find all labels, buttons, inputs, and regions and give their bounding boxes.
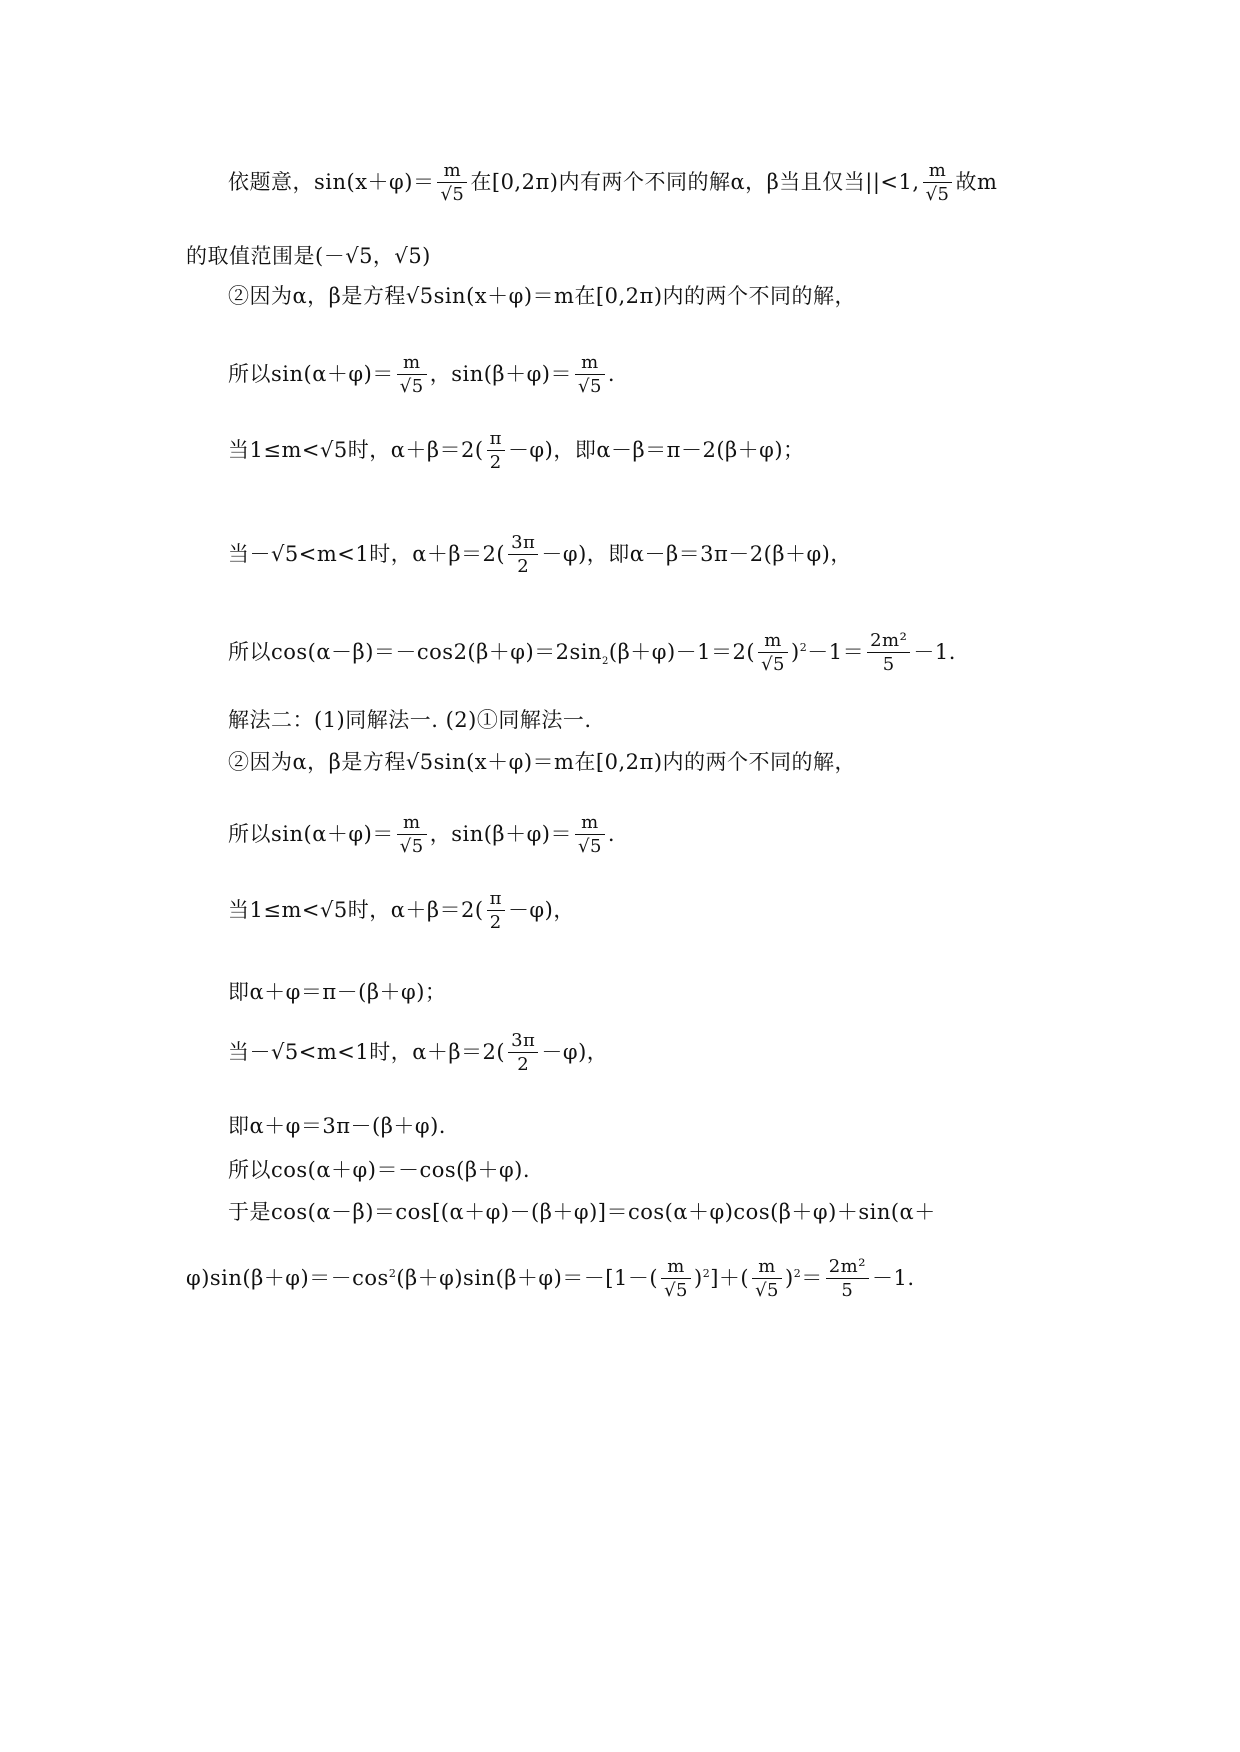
fraction	[397, 812, 427, 859]
text-segment: －φ)，即α－β＝3π－2(β＋φ)，	[541, 542, 852, 566]
fraction-denominator: √5	[397, 834, 427, 859]
text-segment: 的取值范围是(－√5，√5)	[186, 244, 431, 268]
text-segment: ＝	[801, 1266, 823, 1290]
fraction-numerator: m	[667, 1256, 685, 1277]
fraction-denominator: 5	[867, 652, 910, 677]
fraction	[575, 812, 605, 859]
text-line	[228, 748, 856, 776]
fraction	[397, 352, 427, 399]
exponent: 2	[602, 656, 609, 668]
fraction	[826, 1256, 869, 1303]
text-segment: 所以cos(α＋φ)＝－cos(β＋φ).	[228, 1158, 531, 1182]
text-line: 所以$\cos(\alpha-\beta)=-\cos 2(\beta+\varphi)=2\sin_2(\beta+\varphi)-1=2$( $\frac{m}{√5}$ )$^2$－1＝ $\frac{\text{2m²}}{5}$ －1.	[228, 630, 956, 675]
fraction	[437, 160, 467, 207]
fraction	[575, 352, 605, 399]
text-line	[228, 706, 592, 734]
fraction-numerator: m	[402, 812, 421, 833]
fraction	[487, 888, 505, 935]
text-segment: .	[607, 822, 616, 846]
fraction-numerator: 3π	[511, 1030, 536, 1051]
fraction-numerator: π	[489, 428, 502, 449]
exponent: 2	[388, 1267, 397, 1280]
text-segment: －φ)，	[507, 898, 575, 922]
text-line: $\varphi)\sin(\beta+\varphi)=-\cos^2(\beta+\varphi)\sin(\beta+\varphi)=-[1-$( $\frac{m}{√5}$ )$^2$]＋( $\frac{m}{√5}$ )$^2$＝ $\frac{\text{2m²}}{5}$ －1.	[186, 1256, 915, 1301]
exponent: 2	[702, 1267, 711, 1280]
text-line	[228, 532, 852, 579]
text-line	[186, 242, 431, 270]
fraction-denominator: √5	[923, 182, 953, 207]
text-segment: －1.	[871, 1266, 915, 1290]
text-segment: 在[0,2π)内有两个不同的解α，β当且仅当||<1,	[470, 170, 920, 194]
exponent: 2	[793, 1267, 802, 1280]
fraction-denominator: √5	[758, 652, 788, 677]
text-line	[228, 1030, 608, 1077]
fraction-denominator: 2	[508, 1052, 538, 1077]
fraction-numerator: m	[402, 352, 421, 373]
fraction-denominator: 2	[508, 554, 538, 579]
text-line	[228, 428, 805, 475]
text-segment: ，sin(β＋φ)＝	[429, 822, 572, 846]
fraction-numerator: 2m²	[870, 630, 908, 651]
text-line	[228, 888, 575, 935]
text-segment: 故m	[955, 170, 998, 194]
text-line	[228, 352, 615, 399]
text-segment: －1.	[913, 640, 956, 664]
text-segment: 即α＋φ＝3π－(β＋φ).	[228, 1114, 446, 1138]
text-segment: 当1≤m<√5时，α＋β＝2(	[228, 438, 484, 462]
text-line	[228, 1198, 936, 1226]
fraction-denominator: √5	[437, 182, 467, 207]
text-segment: 所以sin(α＋φ)＝	[228, 362, 394, 386]
text-segment: ]＋(	[710, 1266, 750, 1290]
text-line	[228, 1156, 530, 1184]
fraction	[923, 160, 953, 207]
fraction-numerator: m	[443, 160, 462, 181]
fraction-denominator: √5	[661, 1278, 691, 1303]
fraction-numerator: m	[928, 160, 947, 181]
text-line	[228, 812, 615, 859]
text-line	[228, 160, 997, 207]
fraction	[508, 1030, 538, 1077]
fraction-numerator: m	[764, 630, 782, 651]
fraction	[752, 1256, 782, 1303]
text-segment: 当1≤m<√5时，α＋β＝2(	[228, 898, 484, 922]
text-segment: 当－√5<m<1时，α＋β＝2(	[228, 542, 506, 566]
text-segment: (β＋φ)sin(β＋φ)＝－[1－(	[396, 1266, 659, 1290]
fraction	[661, 1256, 691, 1303]
text-line	[228, 978, 446, 1006]
text-segment: －φ)，即α－β＝π－2(β＋φ)；	[507, 438, 805, 462]
fraction-denominator: √5	[575, 374, 605, 399]
fraction-denominator: √5	[575, 834, 605, 859]
text-segment: ②因为α，β是方程√5sin(x＋φ)＝m在[0,2π)内的两个不同的解，	[228, 284, 857, 308]
text-segment: 所以sin(α＋φ)＝	[228, 822, 394, 846]
text-segment: 即α＋φ＝π－(β＋φ)；	[228, 980, 447, 1004]
fraction-numerator: 3π	[511, 532, 536, 553]
text-segment: 所以cos(α－β)＝－cos2(β＋φ)＝2sin	[228, 640, 603, 664]
text-segment: 解法二：(1)同解法一. (2)①同解法一.	[228, 708, 592, 732]
fraction-denominator: 5	[826, 1278, 869, 1303]
fraction	[758, 630, 788, 677]
text-segment: ，sin(β＋φ)＝	[429, 362, 572, 386]
exponent: 2	[799, 641, 808, 654]
fraction-numerator: m	[581, 812, 599, 833]
fraction-numerator: m	[581, 352, 599, 373]
fraction-denominator: 2	[487, 910, 505, 935]
text-line	[228, 282, 856, 310]
text-segment: －φ)，	[541, 1040, 609, 1064]
fraction-denominator: √5	[397, 374, 427, 399]
fraction-denominator: √5	[752, 1278, 782, 1303]
text-line	[228, 1112, 446, 1140]
text-segment: －1＝	[807, 640, 865, 664]
fraction-numerator: m	[758, 1256, 776, 1277]
text-segment: .	[607, 362, 616, 386]
fraction	[508, 532, 538, 579]
fraction	[867, 630, 910, 677]
text-segment: 当－√5<m<1时，α＋β＝2(	[228, 1040, 506, 1064]
text-segment: φ)sin(β＋φ)＝－cos	[186, 1266, 389, 1290]
fraction-denominator: 2	[487, 450, 505, 475]
text-segment: 依题意，sin(x＋φ)＝	[228, 170, 435, 194]
fraction-numerator: 2m²	[828, 1256, 866, 1277]
text-segment: (β＋φ)－1＝2(	[608, 640, 756, 664]
fraction-numerator: π	[489, 888, 502, 909]
text-segment: ②因为α，β是方程√5sin(x＋φ)＝m在[0,2π)内的两个不同的解，	[228, 750, 857, 774]
fraction	[487, 428, 505, 475]
text-segment: 于是cos(α－β)＝cos[(α＋φ)－(β＋φ)]＝cos(α＋φ)cos(β＋φ)＋sin(α＋	[228, 1200, 936, 1224]
